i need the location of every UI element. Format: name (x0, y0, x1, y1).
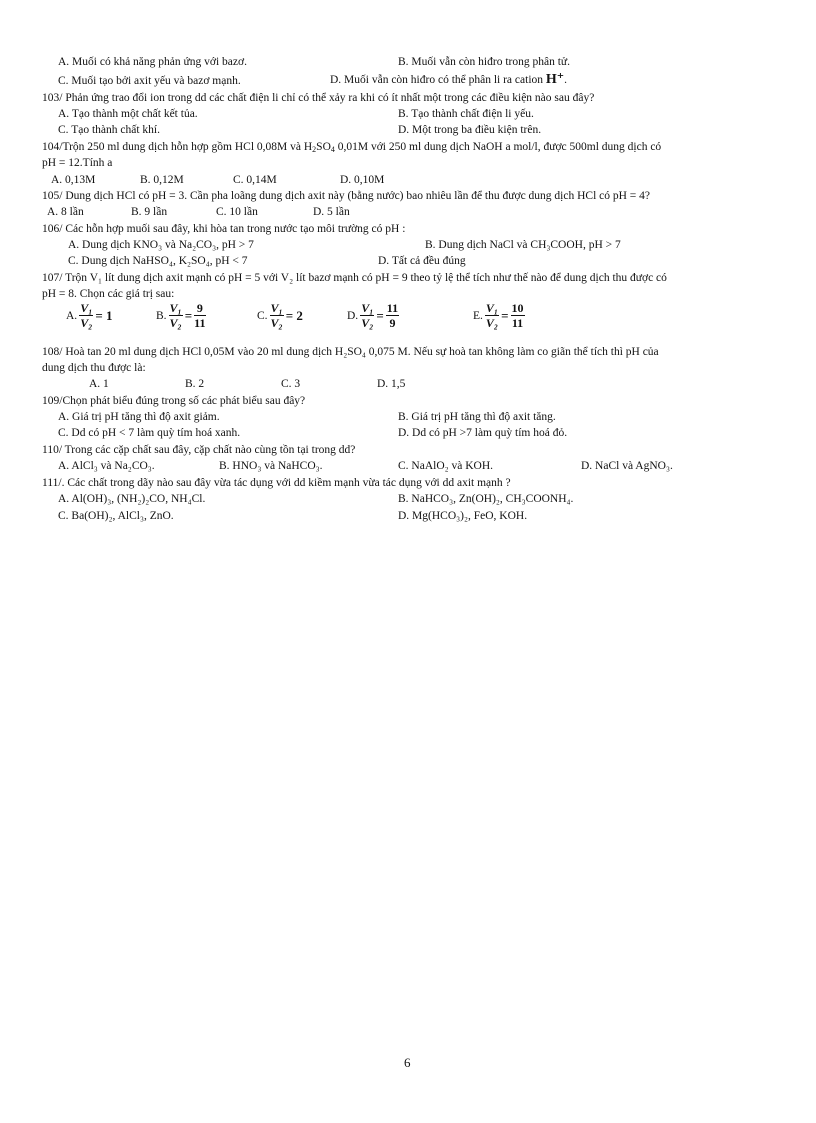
q103-stem: 103/ Phản ứng trao đổi ion trong dd các chất điện li chỉ có thể xảy ra khi có ít nhất một trong các điều kiện nào sau đây? (42, 92, 595, 104)
q104-option-b: B. 0,12M (140, 174, 184, 186)
q104-stem-part3: 0,01M với 250 ml dung dịch NaOH a mol/l, được 500ml dung dịch có (334, 141, 662, 153)
q105-option-c: C. 10 lần (216, 206, 258, 218)
q106-option-a: A. Dung dịch KNO₃ và Na₂CO₃, pH > 7 (68, 239, 254, 251)
fraction-denominator: 11 (194, 316, 206, 330)
fraction-denominator: 11 (511, 316, 524, 330)
q104-stem-part2: SO (316, 141, 331, 153)
q104-option-c: C. 0,14M (233, 174, 277, 186)
q107-option-c-ratio (270, 302, 284, 329)
q109-option-b: B. Giá trị pH tăng thì độ axit tăng. (398, 411, 556, 423)
q102-option-d-text: D. Muối vẫn còn hiđro có thể phân li ra cation (330, 74, 546, 86)
q104-stem-line2: pH = 12.Tính a (42, 157, 113, 169)
q108-option-d: D. 1,5 (377, 378, 406, 390)
fraction-denominator: V₂ (485, 316, 499, 330)
q107-option-e-letter: E. (473, 309, 483, 322)
q109-option-d: D. Dd có pH >7 làm quỳ tím hoá đỏ. (398, 427, 568, 439)
q111-option-b: B. NaHCO₃, Zn(OH)₂, CH₃COONH₄. (398, 493, 574, 505)
q104-option-d: D. 0,10M (340, 174, 385, 186)
q110-stem: 110/ Trong các cặp chất sau đây, cặp chất nào cùng tồn tại trong dd? (42, 444, 356, 456)
q107-option-c (257, 302, 303, 329)
q107-option-d-letter: D. (347, 309, 359, 322)
q107-option-a-value: = 1 (95, 307, 113, 323)
q107-option-c-value: = 2 (285, 307, 303, 323)
q107-option-a-letter: A. (66, 309, 78, 322)
q110-option-a: A. AlCl₃ và Na₂CO₃. (58, 460, 155, 472)
fraction-numerator: V₁ (485, 301, 499, 315)
q107-option-a-ratio (79, 302, 93, 329)
q107-option-e: E. $\frac{\text{V₁}}{\text{V₂}}$ = $\frac{10}{11}$ (473, 301, 524, 330)
q102-option-b: B. Muối vẫn còn hiđro trong phân tử. (398, 56, 571, 68)
fraction-numerator: V₁ (361, 301, 374, 315)
q107-stem-line2: pH = 8. Chọn các giá trị sau: (42, 288, 175, 300)
fraction-numerator: 10 (511, 301, 524, 315)
fraction-denominator: 9 (389, 316, 396, 330)
fraction-numerator: 9 (194, 302, 205, 316)
fraction-denominator: V₂ (270, 316, 283, 330)
q107-option-d-value (386, 302, 399, 329)
page-number: 6 (404, 1055, 411, 1070)
q106-option-b: B. Dung dịch NaCl và CH₃COOH, pH > 7 (425, 239, 621, 251)
q111-option-d: D. Mg(HCO₃)₂, FeO, KOH. (398, 510, 528, 522)
q110-option-d: D. NaCl và AgNO₃. (581, 460, 673, 472)
fraction-numerator: 11 (386, 301, 399, 315)
q107-option-e-value (511, 302, 525, 329)
fraction-denominator: V₂ (80, 316, 93, 330)
q102-option-c: C. Muối tạo bởi axit yếu và bazơ mạnh. (58, 75, 241, 87)
q102-option-d-end: . (564, 74, 568, 86)
q109-stem: 109/Chọn phát biểu đúng trong số các phát biểu sau đây? (42, 395, 306, 407)
q108-option-a: A. 1 (89, 378, 109, 390)
q108-stem-line1: 108/ Hoà tan 20 ml dung dịch HCl 0,05M vào 20 ml dung dịch H₂SO₄ 0,075 M. Nếu sự hoà tan không làm co giãn thể tích thì pH của (42, 346, 659, 358)
hydrogen-cation: H⁺ (545, 72, 565, 87)
q107-option-b-ratio (169, 302, 183, 329)
q106-stem: 106/ Các hỗn hợp muối sau đây, khi hòa tan trong nước tạo môi trường có pH : (42, 223, 406, 235)
q110-option-b: B. HNO₃ và NaHCO₃. (219, 460, 323, 472)
q106-option-c: C. Dung dịch NaHSO₄, K₂SO₄, pH < 7 (68, 255, 248, 267)
q109-option-c: C. Dd có pH < 7 làm quỳ tím hoá xanh. (58, 427, 241, 439)
q109-option-a: A. Giá trị pH tăng thì độ axit giảm. (58, 411, 220, 423)
q105-option-b: B. 9 lần (131, 206, 168, 218)
q107-stem-line1: 107/ Trộn V₁ lít dung dịch axit mạnh có pH = 5 với V₂ lít bazơ mạnh có pH = 9 theo tỷ lệ thể tích như thế nào để dung dịch thu được có (42, 272, 667, 284)
q107-option-e-ratio (485, 302, 499, 329)
q103-option-c: C. Tạo thành chất khí. (58, 124, 160, 136)
q104-stem-part1: 104/Trộn 250 ml dung dịch hỗn hợp gồm HCl 0,08M và H (42, 141, 313, 153)
q111-stem: 111/. Các chất trong dãy nào sau đây vừa tác dụng với dd kiềm mạnh vừa tác dụng với dd axit mạnh ? (42, 477, 511, 489)
q111-option-c: C. Ba(OH)₂, AlCl₃, ZnO. (58, 510, 174, 522)
q102-option-a: A. Muối có khả năng phản ứng với bazơ. (58, 56, 247, 68)
q107-option-b-letter: B. (156, 309, 167, 322)
q106-option-d: D. Tất cả đều đúng (378, 255, 466, 267)
q108-option-b: B. 2 (185, 378, 205, 390)
q107-option-b-value (194, 302, 205, 329)
q104-stem-line1: 104/Trộn 250 ml dung dịch hỗn hợp gồm HCl 0,08M và $H_2SO_4$ 0,01M với 250 ml dung dịch NaOH a mol/l, được 500ml dung dịch có (42, 141, 662, 154)
q103-option-d: D. Một trong ba điều kiện trên. (398, 124, 542, 136)
fraction-denominator: V₂ (169, 316, 182, 330)
q102-option-d (330, 73, 567, 87)
q111-option-a: A. Al(OH)₃, (NH₂)₂CO, NH₄Cl. (58, 493, 206, 505)
fraction-numerator: V₁ (270, 301, 283, 315)
q105-stem: 105/ Dung dịch HCl có pH = 3. Cần pha loãng dung dịch axit này (bằng nước) bao nhiêu lần để thu được dung dịch HCl có pH = 4? (42, 190, 651, 202)
q107-option-d: D. $\frac{\text{V₁}}{\text{V₂}}$ = $\frac{11}{9}$ (347, 301, 399, 330)
q103-option-b: B. Tạo thành chất điện li yếu. (398, 108, 534, 120)
q104-option-a: A. 0,13M (51, 174, 96, 186)
q107-option-d-ratio (360, 302, 374, 329)
fraction-numerator: V₁ (169, 301, 182, 315)
q107-option-c-letter: C. (257, 309, 268, 322)
q110-option-c: C. NaAlO₂ và KOH. (398, 460, 494, 472)
q108-stem-line2: dung dịch thu được là: (42, 362, 146, 374)
q105-option-d: D. 5 lần (313, 206, 350, 218)
fraction-denominator: V₂ (361, 316, 374, 330)
fraction-numerator: V₁ (80, 301, 93, 315)
q103-option-a: A. Tạo thành một chất kết tủa. (58, 108, 198, 120)
q107-option-a (66, 302, 113, 329)
q107-option-b: B. $\frac{\text{V₁}}{\text{V₂}}$ = $\frac{9}{11}$ (156, 301, 206, 330)
q105-option-a: A. 8 lần (47, 206, 84, 218)
q108-option-c: C. 3 (281, 378, 301, 390)
